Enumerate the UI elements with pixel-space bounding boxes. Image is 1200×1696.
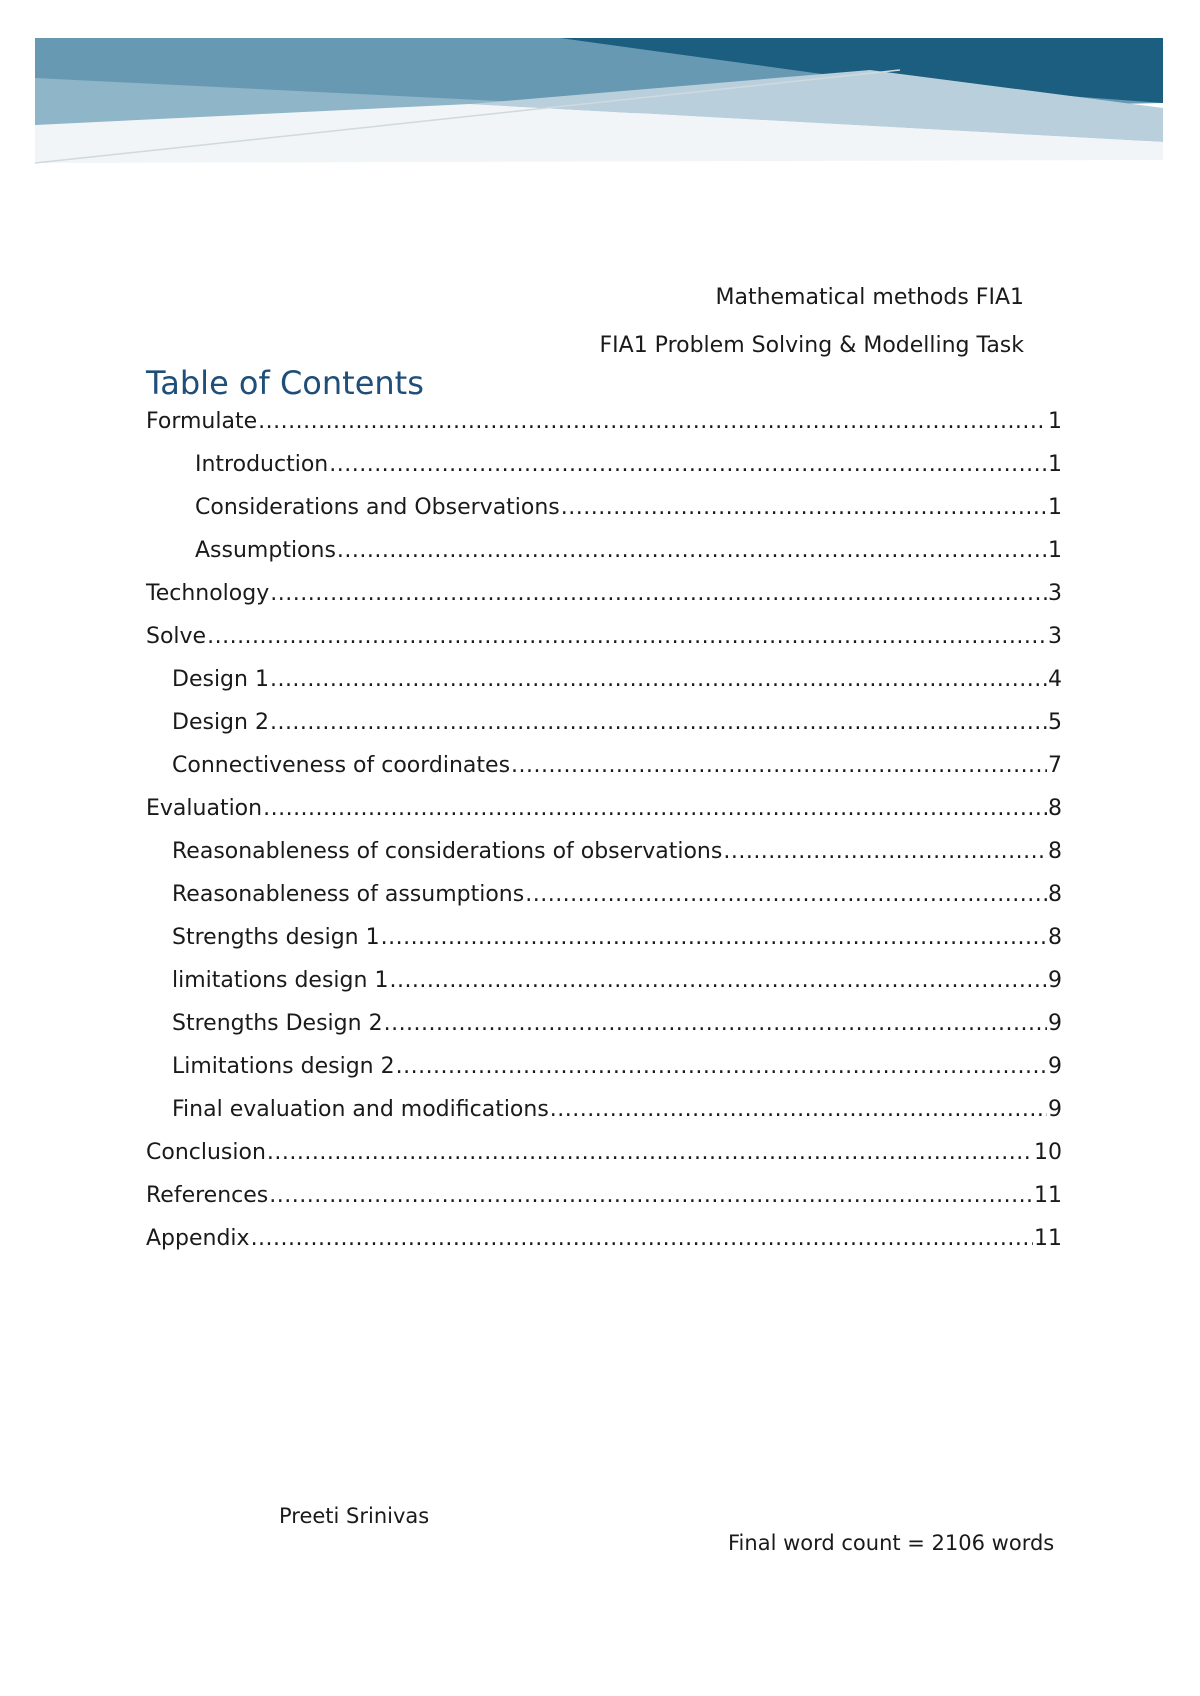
toc-entry-label: Strengths Design 2 <box>172 1011 383 1036</box>
header-banner <box>0 0 1200 180</box>
toc-entry[interactable] <box>146 837 1062 880</box>
toc-entry-page: 9 <box>1048 1011 1062 1036</box>
toc-entry[interactable] <box>146 536 1062 579</box>
toc-dot-leader <box>258 407 1047 437</box>
toc-dot-leader <box>550 1095 1047 1125</box>
toc-entry-label: Reasonableness of considerations of observations <box>172 839 723 864</box>
toc-dot-leader <box>329 450 1047 480</box>
toc-entry-page: 11 <box>1034 1183 1062 1208</box>
toc-dot-leader <box>337 536 1047 566</box>
toc-entry-page: 4 <box>1048 667 1062 692</box>
toc-entry-label: Solve <box>146 624 207 649</box>
toc-entry[interactable] <box>146 1009 1062 1052</box>
toc-entry-page: 9 <box>1048 968 1062 993</box>
toc-dot-leader <box>251 1224 1033 1254</box>
toc-heading: Table of Contents <box>146 364 424 402</box>
word-count: Final word count = 2106 words <box>728 1531 1055 1555</box>
toc-entry-label: Reasonableness of assumptions <box>172 882 525 907</box>
toc-entry-label: Considerations and Observations <box>195 495 560 520</box>
toc-entry[interactable] <box>146 880 1062 923</box>
toc-entry-label: Strengths design 1 <box>172 925 380 950</box>
table-of-contents <box>146 407 1062 1267</box>
toc-entry[interactable] <box>146 407 1062 450</box>
toc-entry[interactable] <box>146 708 1062 751</box>
toc-entry-label: Technology <box>146 581 270 606</box>
toc-entry[interactable] <box>146 966 1062 1009</box>
toc-entry[interactable] <box>146 1052 1062 1095</box>
toc-entry-page: 3 <box>1048 581 1062 606</box>
toc-entry[interactable] <box>146 579 1062 622</box>
toc-entry-label: limitations design 1 <box>172 968 389 993</box>
toc-dot-leader <box>267 1138 1033 1168</box>
toc-entry-label: Evaluation <box>146 796 263 821</box>
document-task-title: FIA1 Problem Solving & Modelling Task <box>599 333 1024 358</box>
toc-dot-leader <box>270 708 1047 738</box>
toc-entry-page: 1 <box>1048 452 1062 477</box>
toc-dot-leader <box>389 966 1047 996</box>
toc-entry[interactable] <box>146 1138 1062 1181</box>
toc-entry[interactable] <box>146 751 1062 794</box>
toc-dot-leader <box>384 1009 1047 1039</box>
document-subtitle: Mathematical methods FIA1 <box>715 285 1024 310</box>
toc-dot-leader <box>396 1052 1047 1082</box>
toc-entry-page: 1 <box>1048 538 1062 563</box>
toc-entry-page: 9 <box>1048 1097 1062 1122</box>
toc-entry-page: 8 <box>1048 796 1062 821</box>
toc-entry[interactable] <box>146 665 1062 708</box>
toc-dot-leader <box>381 923 1047 953</box>
toc-entry-page: 1 <box>1048 409 1062 434</box>
toc-entry[interactable] <box>146 794 1062 837</box>
toc-dot-leader <box>723 837 1047 867</box>
toc-entry-page: 1 <box>1048 495 1062 520</box>
toc-entry-page: 8 <box>1048 839 1062 864</box>
toc-entry-page: 8 <box>1048 925 1062 950</box>
toc-entry-page: 10 <box>1034 1140 1062 1165</box>
toc-entry-label: Conclusion <box>146 1140 266 1165</box>
toc-entry-page: 7 <box>1048 753 1062 778</box>
toc-entry[interactable] <box>146 1224 1062 1267</box>
toc-dot-leader <box>511 751 1047 781</box>
toc-entry-label: Appendix <box>146 1226 250 1251</box>
author-name: Preeti Srinivas <box>279 1504 430 1528</box>
toc-entry-label: Design 2 <box>172 710 269 735</box>
toc-dot-leader <box>269 1181 1033 1211</box>
toc-entry-label: Formulate <box>146 409 258 434</box>
toc-entry-page: 9 <box>1048 1054 1062 1079</box>
toc-entry-label: Connectiveness of coordinates <box>172 753 511 778</box>
toc-entry-label: Final evaluation and modifications <box>172 1097 549 1122</box>
toc-entry[interactable] <box>146 1095 1062 1138</box>
toc-dot-leader <box>207 622 1047 652</box>
toc-entry-page: 11 <box>1034 1226 1062 1251</box>
toc-entry-label: Assumptions <box>195 538 336 563</box>
toc-dot-leader <box>561 493 1047 523</box>
toc-dot-leader <box>525 880 1047 910</box>
toc-entry[interactable] <box>146 450 1062 493</box>
toc-dot-leader <box>270 665 1047 695</box>
toc-dot-leader <box>270 579 1047 609</box>
toc-entry[interactable] <box>146 493 1062 536</box>
toc-entry-label: Limitations design 2 <box>172 1054 395 1079</box>
toc-entry-page: 8 <box>1048 882 1062 907</box>
toc-entry-label: References <box>146 1183 269 1208</box>
toc-entry-label: Introduction <box>195 452 329 477</box>
toc-entry-page: 3 <box>1048 624 1062 649</box>
toc-entry-page: 5 <box>1048 710 1062 735</box>
toc-entry[interactable] <box>146 1181 1062 1224</box>
toc-entry[interactable] <box>146 622 1062 665</box>
toc-entry-label: Design 1 <box>172 667 269 692</box>
toc-entry[interactable] <box>146 923 1062 966</box>
toc-dot-leader <box>263 794 1047 824</box>
